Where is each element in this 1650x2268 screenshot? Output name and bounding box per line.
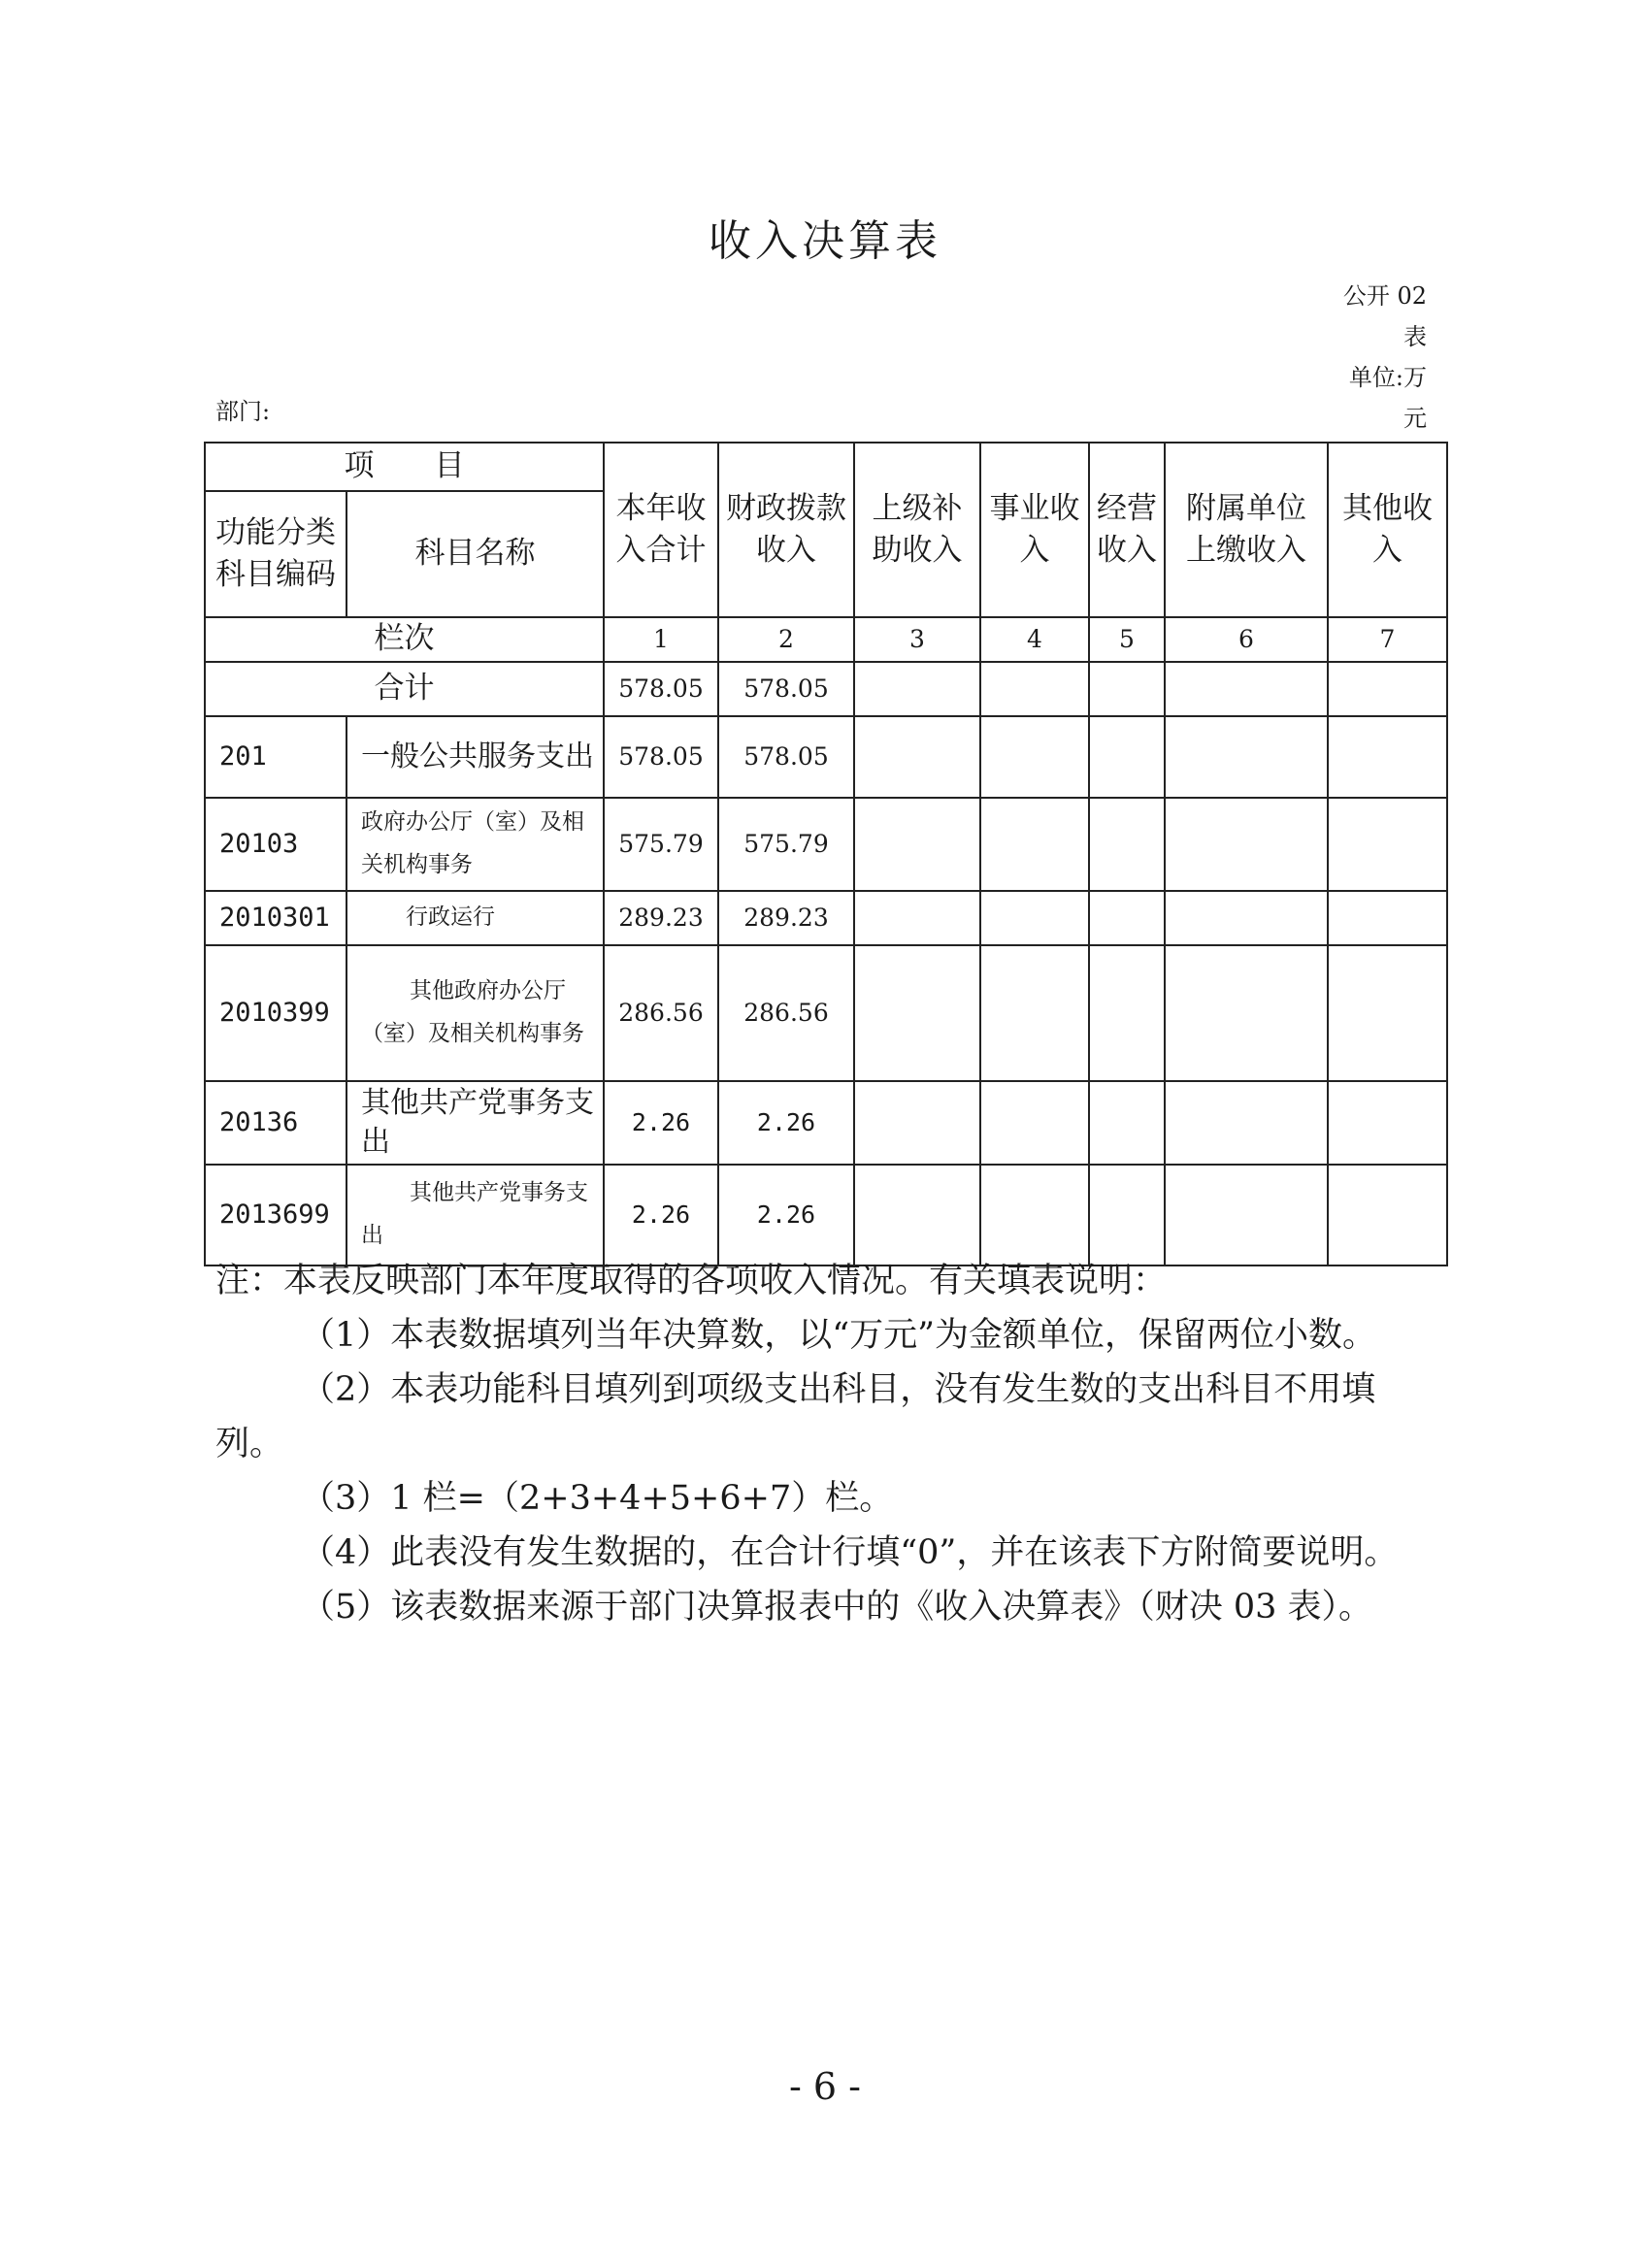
row-total: 575.79 bbox=[604, 798, 718, 891]
empty-cell bbox=[854, 662, 980, 716]
row-name: 政府办公厅（室）及相关机构事务 bbox=[346, 798, 604, 891]
row-code: 2010399 bbox=[205, 945, 346, 1081]
row-code: 2013699 bbox=[205, 1165, 346, 1265]
row-name: 其他共产党事务支出 bbox=[346, 1165, 604, 1265]
table-row bbox=[205, 798, 1447, 891]
table-reference bbox=[1339, 276, 1427, 439]
empty-cell bbox=[1165, 891, 1328, 945]
row-fiscal: 578.05 bbox=[718, 716, 854, 798]
empty-cell bbox=[1165, 798, 1328, 891]
column-index-1: 1 bbox=[604, 617, 718, 662]
column-index-4: 4 bbox=[980, 617, 1089, 662]
empty-cell bbox=[1328, 798, 1447, 891]
empty-cell bbox=[1328, 716, 1447, 798]
empty-cell bbox=[854, 1165, 980, 1265]
empty-cell bbox=[854, 798, 980, 891]
department-label: 部门: bbox=[215, 398, 271, 425]
unit-line-2: 元 bbox=[1403, 405, 1427, 432]
note-item-3: （3）1 栏=（2+3+4+5+6+7）栏。 bbox=[301, 1479, 894, 1518]
row-fiscal: 289.23 bbox=[718, 891, 854, 945]
header-operating-income: 经营收入 bbox=[1089, 443, 1165, 617]
row-total: 2.26 bbox=[604, 1165, 718, 1265]
row-fiscal: 2.26 bbox=[718, 1165, 854, 1265]
row-name: 其他政府办公厅（室）及相关机构事务 bbox=[346, 945, 604, 1081]
empty-cell bbox=[1165, 716, 1328, 798]
empty-cell bbox=[1328, 891, 1447, 945]
header-total-income: 本年收入合计 bbox=[604, 443, 718, 617]
unit-line-1: 单位:万 bbox=[1348, 364, 1427, 391]
empty-cell bbox=[854, 891, 980, 945]
note-item-5: （5）该表数据来源于部门决算报表中的《收入决算表》（财决 03 表）。 bbox=[301, 1588, 1373, 1627]
header-affiliated-income: 附属单位上缴收入 bbox=[1165, 443, 1328, 617]
row-name: 一般公共服务支出 bbox=[346, 716, 604, 798]
empty-cell bbox=[1089, 891, 1165, 945]
empty-cell bbox=[980, 945, 1089, 1081]
header-fiscal-allocation: 财政拨款收入 bbox=[718, 443, 854, 617]
column-index-2: 2 bbox=[718, 617, 854, 662]
total-label: 合计 bbox=[205, 662, 604, 716]
empty-cell bbox=[980, 1081, 1089, 1165]
empty-cell bbox=[1165, 1081, 1328, 1165]
table-row bbox=[205, 891, 1447, 945]
row-code: 20103 bbox=[205, 798, 346, 891]
empty-cell bbox=[1089, 798, 1165, 891]
empty-cell bbox=[854, 1081, 980, 1165]
row-code: 2010301 bbox=[205, 891, 346, 945]
row-fiscal: 286.56 bbox=[718, 945, 854, 1081]
empty-cell bbox=[854, 945, 980, 1081]
page-number: - 6 - bbox=[788, 2065, 861, 2108]
row-total: 289.23 bbox=[604, 891, 718, 945]
note-item-1: （1）本表数据填列当年决算数，以“万元”为金额单位，保留两位小数。 bbox=[301, 1316, 1377, 1355]
header-other-income: 其他收入 bbox=[1328, 443, 1447, 617]
page-title: 收入决算表 bbox=[709, 216, 941, 266]
row-name: 行政运行 bbox=[346, 891, 604, 945]
header-subject-name: 科目名称 bbox=[346, 491, 604, 617]
empty-cell bbox=[1089, 662, 1165, 716]
income-final-accounts-table bbox=[204, 442, 1448, 1266]
empty-cell bbox=[1328, 945, 1447, 1081]
empty-cell bbox=[854, 716, 980, 798]
header-function-code: 功能分类科目编码 bbox=[205, 491, 346, 617]
table-row bbox=[205, 945, 1447, 1081]
empty-cell bbox=[980, 798, 1089, 891]
table-row bbox=[205, 1165, 1447, 1265]
total-fiscal-value: 578.05 bbox=[718, 662, 854, 716]
row-total: 578.05 bbox=[604, 716, 718, 798]
empty-cell bbox=[980, 891, 1089, 945]
table-row bbox=[205, 716, 1447, 798]
empty-cell bbox=[1328, 662, 1447, 716]
row-fiscal: 575.79 bbox=[718, 798, 854, 891]
empty-cell bbox=[1089, 1165, 1165, 1265]
empty-cell bbox=[1089, 1081, 1165, 1165]
empty-cell bbox=[980, 662, 1089, 716]
row-code: 201 bbox=[205, 716, 346, 798]
note-item-4: （4）此表没有发生数据的，在合计行填“0”，并在该表下方附简要说明。 bbox=[301, 1533, 1399, 1572]
column-index-5: 5 bbox=[1089, 617, 1165, 662]
column-index-7: 7 bbox=[1328, 617, 1447, 662]
empty-cell bbox=[1089, 945, 1165, 1081]
header-business-income: 事业收入 bbox=[980, 443, 1089, 617]
empty-cell bbox=[1328, 1165, 1447, 1265]
empty-cell bbox=[1165, 662, 1328, 716]
total-row bbox=[205, 662, 1447, 716]
empty-cell bbox=[980, 716, 1089, 798]
table-row bbox=[205, 1081, 1447, 1165]
row-name: 其他共产党事务支出 bbox=[346, 1081, 604, 1165]
header-superior-subsidy: 上级补助收入 bbox=[854, 443, 980, 617]
empty-cell bbox=[1328, 1081, 1447, 1165]
table-ref-line-1: 公开 02 bbox=[1342, 282, 1427, 310]
row-fiscal: 2.26 bbox=[718, 1081, 854, 1165]
notes-intro: 注：本表反映部门本年度取得的各项收入情况。有关填表说明： bbox=[215, 1262, 1168, 1300]
column-index-3: 3 bbox=[854, 617, 980, 662]
column-index-label: 栏次 bbox=[205, 617, 604, 662]
empty-cell bbox=[1165, 945, 1328, 1081]
row-total: 286.56 bbox=[604, 945, 718, 1081]
empty-cell bbox=[1089, 716, 1165, 798]
row-code: 20136 bbox=[205, 1081, 346, 1165]
empty-cell bbox=[980, 1165, 1089, 1265]
empty-cell bbox=[1165, 1165, 1328, 1265]
table-notes bbox=[215, 1254, 1419, 1634]
table-ref-line-2: 表 bbox=[1403, 323, 1427, 350]
header-item: 项 目 bbox=[205, 443, 604, 491]
total-income-value: 578.05 bbox=[604, 662, 718, 716]
row-total: 2.26 bbox=[604, 1081, 718, 1165]
column-index-6: 6 bbox=[1165, 617, 1328, 662]
note-item-2: （2）本表功能科目填列到项级支出科目，没有发生数的支出科目不用填列。 bbox=[215, 1370, 1376, 1463]
